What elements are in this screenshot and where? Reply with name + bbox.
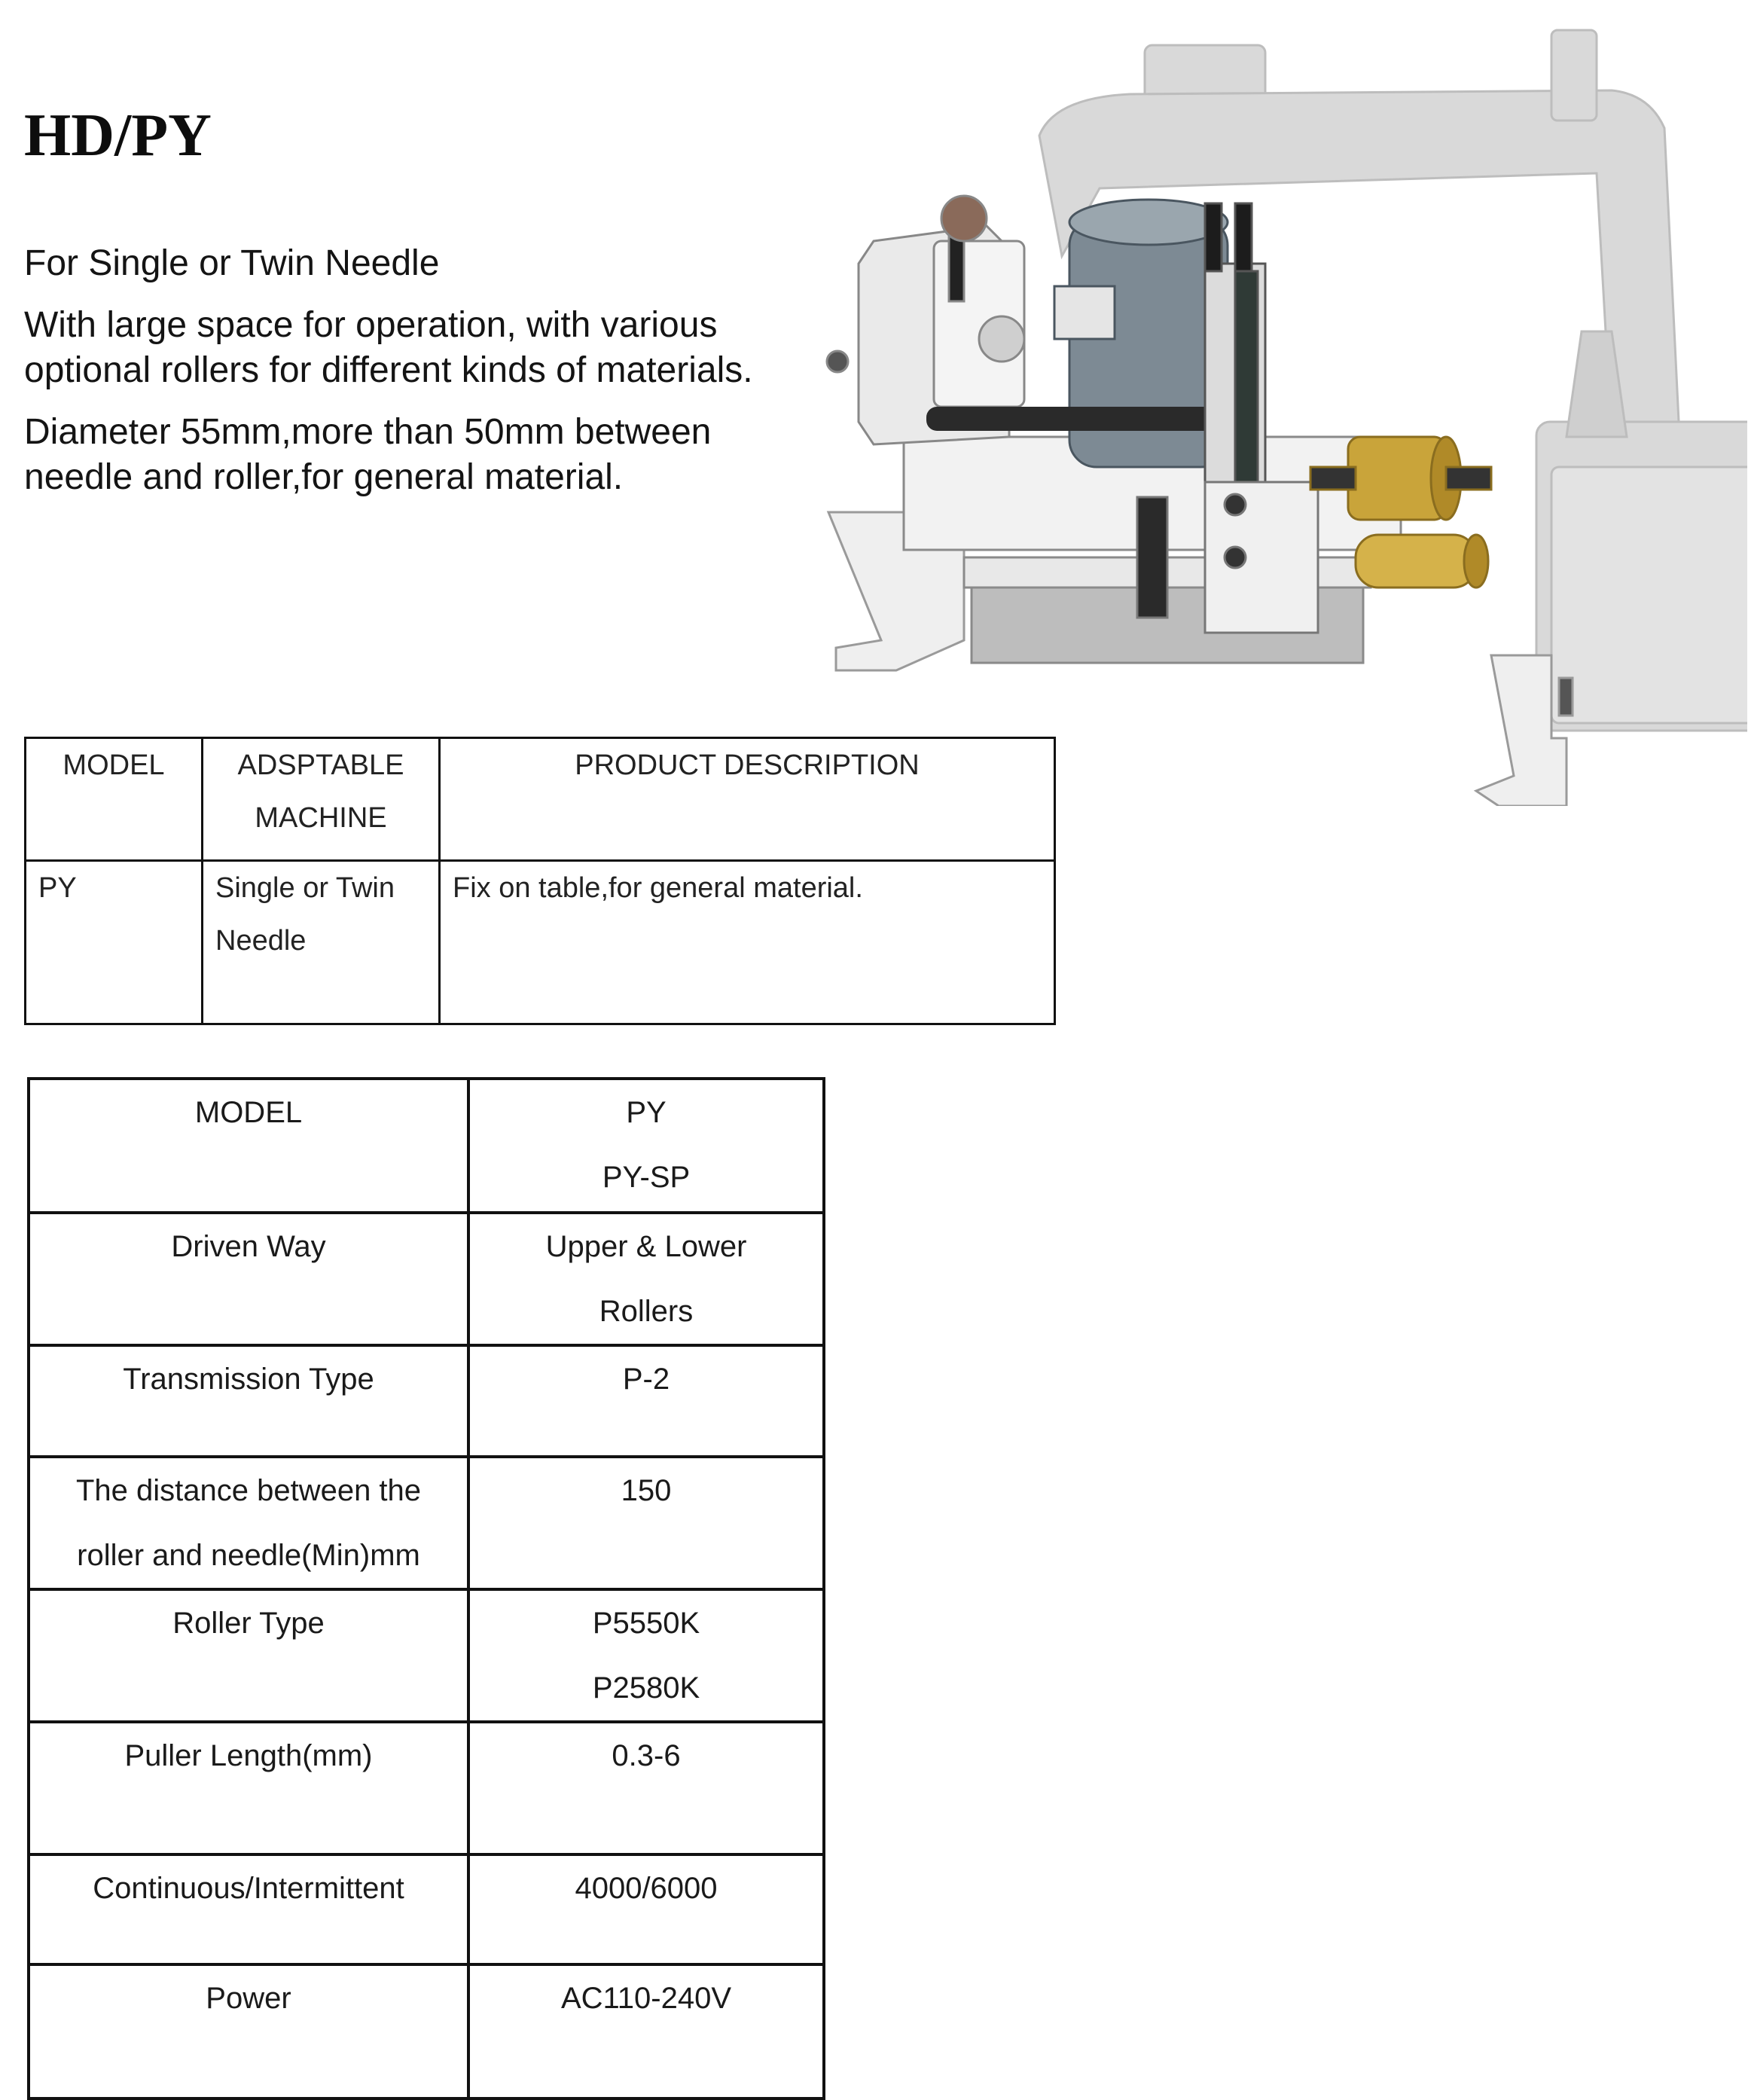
table-header	[203, 738, 440, 861]
cell-line: roller and needle(Min)mm	[77, 1539, 420, 1572]
cell-line: 4000/6000	[575, 1872, 718, 1905]
table-row	[29, 1345, 824, 1457]
spec-value	[468, 1722, 824, 1854]
cell-line: P5550K	[592, 1607, 700, 1640]
header-line: ADSPTABLE	[237, 749, 404, 781]
table-row	[29, 1079, 824, 1213]
spec-label	[29, 1854, 468, 1964]
cell-line: Roller Type	[172, 1607, 325, 1640]
spec-label	[29, 1589, 468, 1722]
table-row	[29, 1589, 824, 1722]
description-line: For Single or Twin Needle	[24, 243, 440, 283]
table-header: MODEL	[26, 738, 203, 861]
spec-label	[29, 1079, 468, 1213]
spec-label	[29, 1964, 468, 2098]
description-line: With large space for operation, with various optional rollers for different kinds of materials.	[24, 305, 753, 390]
cell-line: PY-SP	[602, 1161, 691, 1194]
cell-line: Power	[206, 1982, 291, 2015]
description	[24, 241, 815, 517]
page-title: HD/PY	[24, 102, 212, 169]
spec-value	[468, 1589, 824, 1722]
spec-label	[29, 1457, 468, 1589]
description-line: Diameter 55mm,more than 50mm between needle and roller,for general material.	[24, 412, 712, 497]
cell-line: Upper & Lower	[545, 1230, 747, 1263]
table-row	[29, 1854, 824, 1964]
cell-line: Puller Length(mm)	[124, 1739, 373, 1772]
table-row	[29, 1964, 824, 2098]
spec-value	[468, 1213, 824, 1345]
cell-line: Transmission Type	[123, 1363, 374, 1396]
cell-line: PY	[626, 1096, 667, 1129]
table-row	[29, 1213, 824, 1345]
table-row	[29, 1722, 824, 1854]
table-cell: Fix on table,for general material.	[440, 861, 1055, 1024]
header-line: MACHINE	[255, 802, 387, 834]
spec-value	[468, 1457, 824, 1589]
table-cell: PY	[26, 861, 203, 1024]
table-header-row	[26, 738, 1055, 861]
spec-label	[29, 1345, 468, 1457]
table-row	[26, 861, 1055, 1024]
spec-value	[468, 1854, 824, 1964]
spec-label	[29, 1213, 468, 1345]
product-image	[813, 15, 1747, 806]
spec-value	[468, 1345, 824, 1457]
cell-line: AC110-240V	[560, 1982, 732, 2015]
cell-line: P-2	[622, 1363, 670, 1396]
roller-block	[1137, 482, 1318, 633]
cell-line: P2580K	[592, 1671, 700, 1705]
cell-line: Continuous/Intermittent	[93, 1872, 404, 1905]
cell-line: Driven Way	[171, 1230, 326, 1263]
model-table	[24, 737, 1056, 1025]
cell-line: 150	[621, 1474, 672, 1507]
cell-line: Needle	[215, 925, 307, 957]
table-cell	[203, 861, 440, 1024]
cell-line: MODEL	[194, 1096, 303, 1129]
cell-line: Rollers	[599, 1295, 694, 1328]
spec-value	[468, 1079, 824, 1213]
cell-line: 0.3-6	[612, 1739, 681, 1772]
drive-column	[1205, 203, 1265, 505]
spec-value	[468, 1964, 824, 2098]
table-header: PRODUCT DESCRIPTION	[440, 738, 1055, 861]
spec-table	[27, 1077, 825, 2100]
cell-line: The distance between the	[75, 1474, 422, 1507]
spec-label	[29, 1722, 468, 1854]
cell-line: Single or Twin	[215, 872, 395, 904]
table-row	[29, 1457, 824, 1589]
